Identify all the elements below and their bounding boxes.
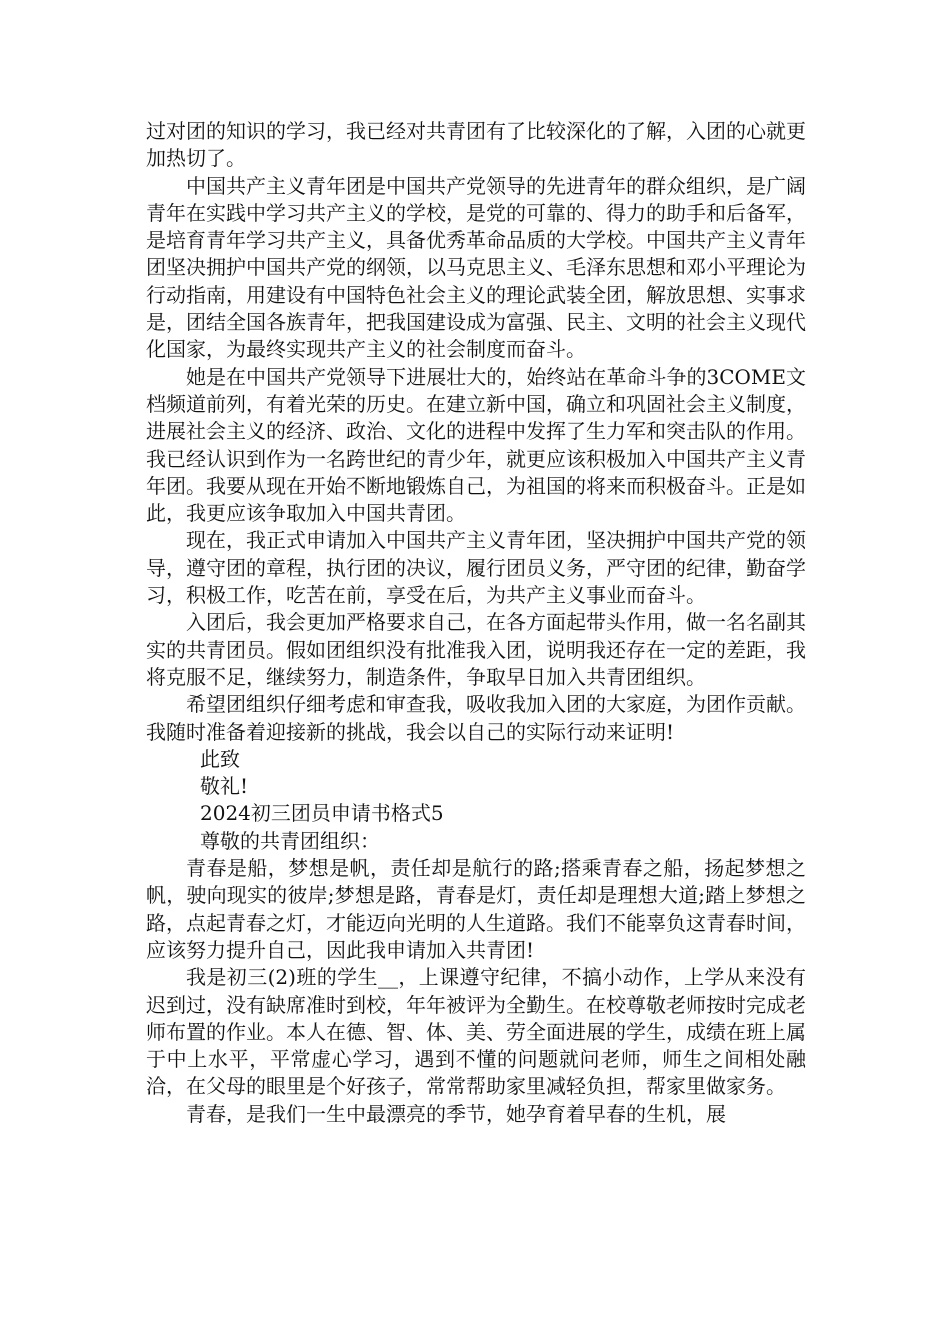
body-paragraph: 希望团组织仔细考虑和审查我，吸收我加入团的大家庭，为团作贡献。我随时准备着迎接新的挑战，我会以自己的实际行动来证明! <box>146 692 806 744</box>
body-paragraph: 现在，我正式申请加入中国共产主义青年团，坚决拥护中国共产党的领导，遵守团的章程，执行团的决议，履行团员义务，严守团的纪律，勤奋学习，积极工作，吃苦在前，享受在后，为共产主义事业而奋斗。 <box>146 528 806 608</box>
body-paragraph: 入团后，我会更加严格要求自己，在各方面起带头作用，做一名名副其实的共青团员。假如团组织没有批准我入团，说明我还存在一定的差距，我将克服不足，继续努力，制造条件，争取早日加入共青团组织。 <box>146 610 806 689</box>
body-paragraph: 青春是船，梦想是帆，责任却是航行的路;搭乘青春之船，扬起梦想之帆，驶向现实的彼岸;梦想是路，青春是灯，责任却是理想大道;踏上梦想之路，点起青春之灯，才能迈向光明的人生道路。我们不能辜负这青春时间，应该努力提升自己，因此我申请加入共青团! <box>146 856 806 962</box>
salutation-line: 2024初三团员申请书格式5 <box>200 801 444 826</box>
body-paragraph: 她是在中国共产党领导下进展壮大的，始终站在革命斗争的3COME文档频道前列，有着光荣的历史。在建立新中国，确立和巩固社会主义制度，进展社会主义的经济、政治、文化的进程中发挥了生力军和突击队的作用。我已经认识到作为一名跨世纪的青少年，就更应该积极加入中国共产主义青年团。我要从现在开始不断地锻炼自己，为祖国的将来而积极奋斗。正是如此，我更应该争取加入中国共青团。 <box>146 364 806 526</box>
salutation-line: 尊敬的共青团组织： <box>200 828 380 853</box>
body-paragraph: 过对团的知识的学习，我已经对共青团有了比较深化的了解，入团的心就更加热切了。 <box>146 119 806 171</box>
salutation-line: 敬礼! <box>200 774 249 799</box>
salutation-line: 此致 <box>200 746 240 771</box>
document-page <box>146 118 806 1128</box>
body-paragraph: 青春，是我们一生中最漂亮的季节，她孕育着早春的生机，展 <box>186 1101 726 1126</box>
body-paragraph: 我是初三(2)班的学生__，上课遵守纪律，不搞小动作，上学从来没有迟到过，没有缺席准时到校，年年被评为全勤生。在校尊敬老师按时完成老师布置的作业。本人在德、智、体、美、劳全面进展的学生，成绩在班上属于中上水平，平常虚心学习，遇到不懂的问题就问老师，师生之间相处融洽，在父母的眼里是个好孩子，常常帮助家里减轻负担，帮家里做家务。 <box>146 965 806 1099</box>
body-paragraph: 中国共产主义青年团是中国共产党领导的先进青年的群众组织，是广阔青年在实践中学习共产主义的学校，是党的可靠的、得力的助手和后备军，是培育青年学习共产主义，具备优秀革命品质的大学校。中国共产主义青年团坚决拥护中国共产党的纲领，以马克思主义、毛泽东思想和邓小平理论为行动指南，用建设有中国特色社会主义的理论武装全团，解放思想、实事求是，团结全国各族青年，把我国建设成为富强、民主、文明的社会主义现代化国家，为最终实现共产主义的社会制度而奋斗。 <box>146 173 806 362</box>
